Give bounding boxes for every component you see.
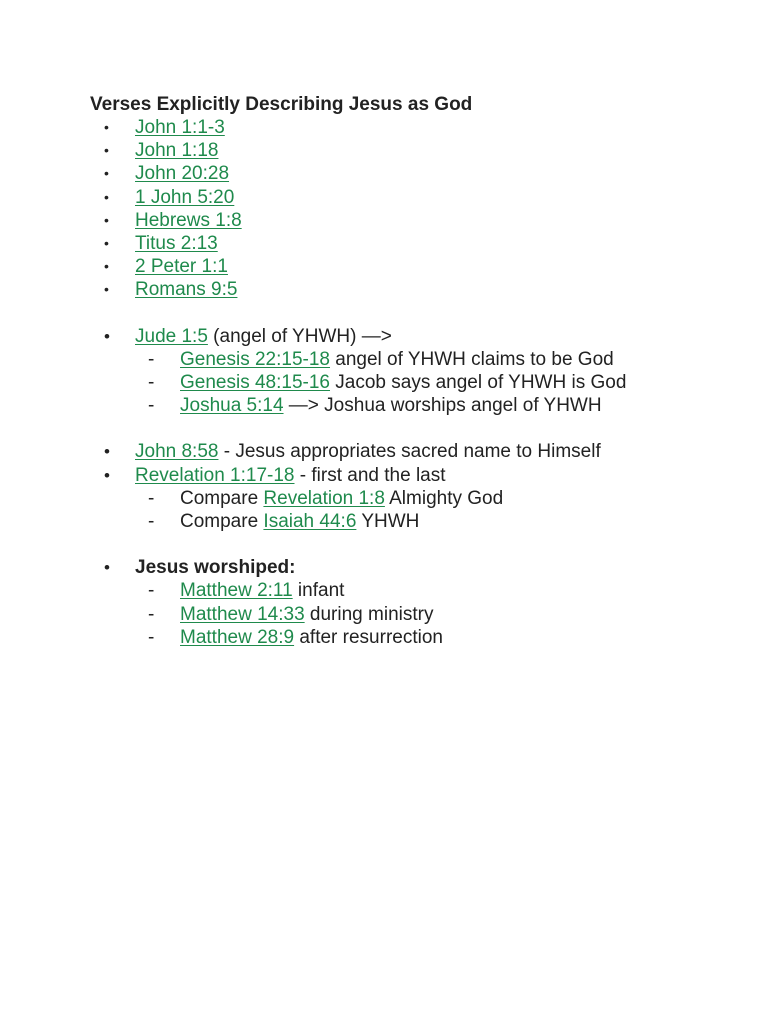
list-item <box>90 139 750 162</box>
verse-link[interactable]: John 20:28 <box>135 163 230 185</box>
note-text: angel of YHWH claims to be God <box>330 348 614 370</box>
page-title: Verses Explicitly Describing Jesus as God <box>90 94 473 115</box>
note-text: after resurrection <box>294 626 443 648</box>
list-item <box>90 232 750 255</box>
sub-list <box>135 348 750 418</box>
list-item <box>90 255 750 278</box>
jude-group <box>90 325 750 418</box>
sub-list-item <box>90 626 750 649</box>
list-item <box>90 464 750 534</box>
verse-link[interactable]: Isaiah 44:6 <box>263 511 357 533</box>
note-text: Almighty God <box>384 487 504 509</box>
note-text: - first and the last <box>294 464 446 486</box>
verse-link[interactable]: 1 John 5:20 <box>135 186 235 208</box>
section-label: Jesus worshiped: <box>135 557 296 579</box>
verse-link[interactable]: Jude 1:5 <box>135 325 208 347</box>
worship-group <box>90 556 750 649</box>
sub-list-item <box>90 579 750 602</box>
sub-list-item <box>90 510 750 533</box>
sub-list <box>135 579 750 649</box>
verse-link[interactable]: John 1:18 <box>135 140 219 162</box>
note-text: - Jesus appropriates sacred name to Himself <box>218 441 601 463</box>
verse-link[interactable]: Hebrews 1:8 <box>135 209 242 231</box>
verse-link[interactable]: Matthew 28:9 <box>180 626 295 648</box>
name-group <box>90 440 750 533</box>
sub-list-item <box>90 371 750 394</box>
sub-list <box>135 487 750 533</box>
list-item <box>90 162 750 185</box>
compare-text: Compare <box>180 511 264 533</box>
verse-list <box>90 116 750 302</box>
sub-list-item <box>90 487 750 510</box>
verse-link[interactable]: Matthew 2:11 <box>180 580 293 602</box>
list-item <box>90 325 750 418</box>
compare-text: Compare <box>180 487 264 509</box>
list-item <box>90 186 750 209</box>
list-item <box>90 556 750 649</box>
note-text: infant <box>292 580 345 602</box>
verse-link[interactable]: Revelation 1:8 <box>263 487 385 509</box>
verse-link[interactable]: Genesis 22:15-18 <box>180 348 330 370</box>
verse-link[interactable]: John 1:1-3 <box>135 117 225 138</box>
verse-link[interactable]: Romans 9:5 <box>135 279 238 301</box>
list-item <box>90 278 750 301</box>
verse-link[interactable]: Matthew 14:33 <box>180 603 305 625</box>
document-body <box>90 93 750 649</box>
note-text: YHWH <box>356 511 420 533</box>
verse-link[interactable]: Joshua 5:14 <box>180 395 284 417</box>
verse-link[interactable]: 2 Peter 1:1 <box>135 256 228 278</box>
sub-list-item <box>90 603 750 626</box>
list-item <box>90 116 750 139</box>
note-text: Jacob says angel of YHWH is God <box>330 372 627 394</box>
verse-link[interactable]: Genesis 48:15-16 <box>180 372 330 394</box>
verse-link[interactable]: Revelation 1:17-18 <box>135 464 295 486</box>
note-text: (angel of YHWH) —> <box>207 325 392 347</box>
verse-link[interactable]: Titus 2:13 <box>135 233 218 255</box>
note-text: during ministry <box>304 603 434 625</box>
verse-link[interactable]: John 8:58 <box>135 441 219 463</box>
note-text: —> Joshua worships angel of YHWH <box>283 395 602 417</box>
sub-list-item <box>90 348 750 371</box>
sub-list-item <box>90 394 750 417</box>
list-item <box>90 440 750 463</box>
list-item <box>90 209 750 232</box>
